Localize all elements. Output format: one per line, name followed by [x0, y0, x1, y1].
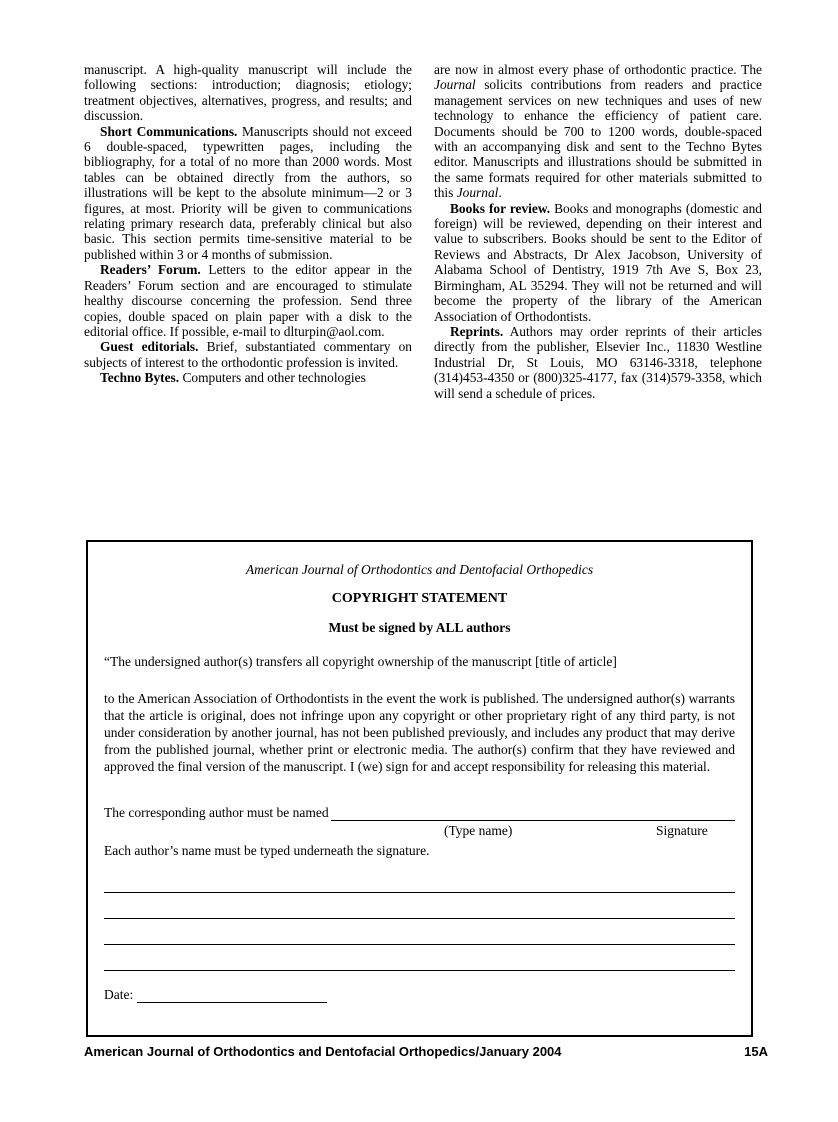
journal-italic: Journal [434, 77, 476, 93]
date-row [104, 987, 735, 1003]
short-communications-paragraph [84, 124, 412, 263]
transfer-intro-line: “The undersigned author(s) transfers all copyright ownership of the manuscript [title of article] [104, 654, 617, 669]
date-line [137, 990, 327, 1004]
corresponding-author-row [104, 805, 735, 821]
form-subheading: Must be signed by ALL authors [328, 620, 511, 635]
type-name-label: (Type name) [444, 823, 513, 838]
page-number: 15A [744, 1044, 768, 1059]
paragraph-lead: Reprints. [450, 323, 504, 339]
underneath-note: Each author’s name must be typed underneath the signature. [104, 843, 430, 858]
signature-line [104, 919, 735, 945]
books-for-review-paragraph [434, 201, 762, 324]
guest-editorials-paragraph [84, 339, 412, 370]
paragraph-text: Books and monographs (domestic and foreign) will be reviewed, depending on their interest and value to subscribers. Books should be sent to the Editor of Reviews and Abstracts, Dr Alex Jacobson, University of Alabama School of Dentistry, 1919 7th Ave S, Box 23, Birmingham, AL 35294. They will not be returned and will become the property of the library of the American Association of Orthodontists. [434, 200, 762, 324]
journal-italic: Journal [456, 185, 499, 201]
paragraph-text: . [498, 185, 502, 201]
paragraph-lead: Techno Bytes. [100, 370, 180, 386]
date-label: Date: [104, 987, 134, 1002]
paragraph-text: Brief, substantiated commentary on subjects of interest to the orthodontic profession is invited. [84, 339, 412, 370]
signature-lines [104, 867, 735, 971]
signature-labels-row [104, 823, 735, 841]
paragraph-text: manuscript. A high-quality manuscript will include the following sections: introduction; diagnosis; etiology; treatment objectives, alternatives, progress, and results; and discussion. [84, 62, 412, 124]
signature-label: Signature [656, 823, 708, 838]
paragraph-text: Authors may order reprints of their articles directly from the publisher, Elsevier Inc., 11830 Westline Industrial Dr, St Louis, MO 63146-3318, telephone (314)453-4350 or (800)325-4177, fax (314)579-3358, which will send a schedule of prices. [434, 323, 762, 401]
readers-forum-paragraph [84, 262, 412, 339]
copyright-body-text: to the American Association of Orthodontists in the event the work is published. The undersigned author(s) warrants that the article is original, does not infringe upon any copyright or other proprietary right of any third party, is not under consideration by another journal, has not been published previously, and includes any product that may derive from the published journal, whether print or electronic media. The author(s) confirm that they have reviewed and approved the final version of the manuscript. I (we) sign for and accept responsibility for releasing this material. [104, 691, 735, 774]
paragraph-lead: Short Communications. [100, 123, 238, 139]
reprints-paragraph [434, 324, 762, 401]
page-footer [84, 1044, 768, 1059]
left-column [84, 62, 412, 401]
techno-bytes-continuation-paragraph [434, 62, 762, 201]
paragraph-text: solicits contributions from readers and practice management services on new techniques and uses of new technology to enhance the efficiency of patient care. Documents should be 700 to 1200 words, double-spaced with an accompanying disk and sent to the Techno Bytes editor. Manuscripts and illustrations should be submitted in the same formats required for other materials submitted to this [434, 77, 762, 201]
paragraph-text: Manuscripts should not exceed 6 double-spaced, typewritten pages, including the bibliography, for a total of no more than 2000 words. Most tables can be obtained directly from the authors, so illustrations will be kept to the absolute minimum—2 or 3 figures, at most. Priority will be given to communications relating primary research data, preferably clinical but also basic. This section permits time-sensitive material to be published within 3 or 4 months of submission. [84, 123, 412, 262]
paragraph-text: are now in almost every phase of orthodontic practice. The [434, 62, 762, 77]
form-heading: COPYRIGHT STATEMENT [331, 591, 508, 606]
corresponding-author-line [331, 808, 735, 822]
continuation-paragraph [84, 62, 412, 124]
form-journal-title: American Journal of Orthodontics and Dentofacial Orthopedics [245, 562, 594, 577]
signature-line [104, 867, 735, 893]
paragraph-lead: Books for review. [450, 200, 551, 216]
footer-journal-line: American Journal of Orthodontics and Dentofacial Orthopedics/January 2004 [84, 1044, 562, 1059]
techno-bytes-paragraph [84, 370, 412, 385]
signature-line [104, 945, 735, 971]
paragraph-lead: Readers’ Forum. [100, 262, 201, 278]
info-for-authors-text [84, 62, 762, 401]
paragraph-lead: Guest editorials. [100, 339, 199, 355]
copyright-statement-box [86, 540, 753, 1037]
paragraph-text: Letters to the editor appear in the Readers’ Forum section and are encouraged to stimulate healthy discourse concerning the profession. Send three copies, double spaced on plain paper with a disk to the editorial office. If possible, e-mail to dlturpin@aol.com. [84, 262, 412, 339]
signature-line [104, 893, 735, 919]
right-column [434, 62, 762, 401]
corresponding-author-label: The corresponding author must be named [104, 805, 329, 820]
paragraph-text: Computers and other technologies [179, 370, 366, 386]
